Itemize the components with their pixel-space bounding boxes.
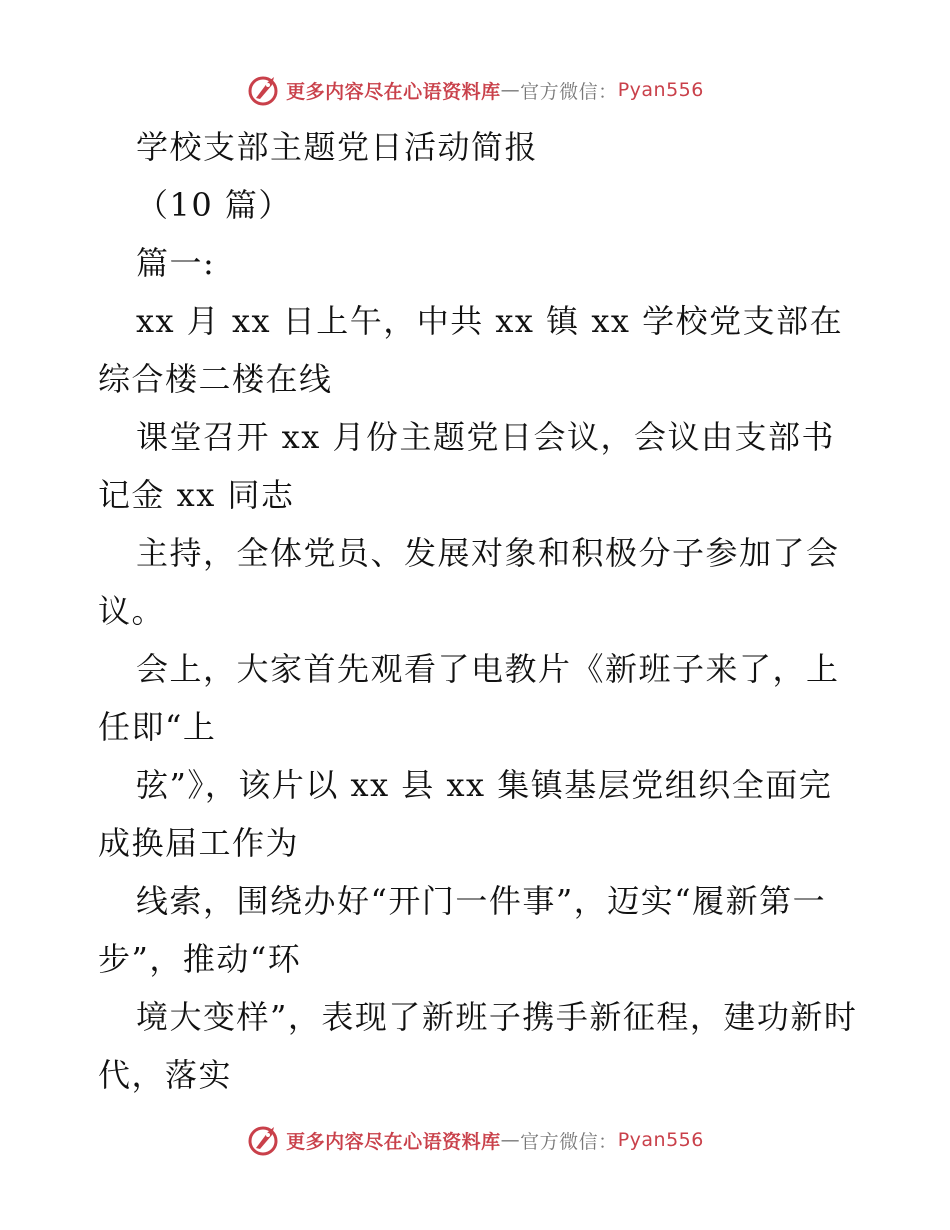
section-heading: 篇一: (136, 244, 216, 282)
document-title: 学校支部主题党日活动简报 (136, 128, 539, 166)
watermark-wechat-id: Pyan556 (617, 1129, 704, 1151)
document-body (98, 118, 858, 1104)
paragraph: 课堂召开 xx 月份主题党日会议，会议由支部书记金 xx 同志 (98, 418, 835, 514)
watermark-site-text: 更多内容尽在心语资料库 (286, 1130, 501, 1153)
paragraph: 线索，围绕办好“开门一件事”，迈实“履新第一步”，推动“环 (98, 882, 827, 978)
document-subtitle: （10 篇） (136, 186, 292, 224)
pen-nib-logo-icon (246, 73, 282, 107)
watermark-header (0, 70, 950, 110)
watermark-wechat-label: 官方微信： (520, 1130, 618, 1153)
paragraph: 主持，全体党员、发展对象和积极分子参加了会议。 (98, 534, 840, 630)
watermark-separator: — (500, 1129, 521, 1151)
watermark-separator: — (500, 79, 521, 101)
watermark-wechat-id: Pyan556 (617, 79, 704, 101)
paragraph: 境大变样”，表现了新班子携手新征程，建功新时代，落实 (98, 998, 858, 1094)
pen-nib-logo-icon (246, 1123, 282, 1157)
paragraph: 会上，大家首先观看了电教片《新班子来了，上任即“上 (98, 650, 840, 746)
watermark-footer (0, 1120, 950, 1160)
watermark-site-text: 更多内容尽在心语资料库 (286, 80, 501, 103)
paragraph: xx 月 xx 日上午，中共 xx 镇 xx 学校党支部在综合楼二楼在线 (98, 302, 844, 398)
watermark-wechat-label: 官方微信： (520, 80, 618, 103)
paragraph: 弦”》，该片以 xx 县 xx 集镇基层党组织全面完成换届工作为 (98, 766, 833, 862)
